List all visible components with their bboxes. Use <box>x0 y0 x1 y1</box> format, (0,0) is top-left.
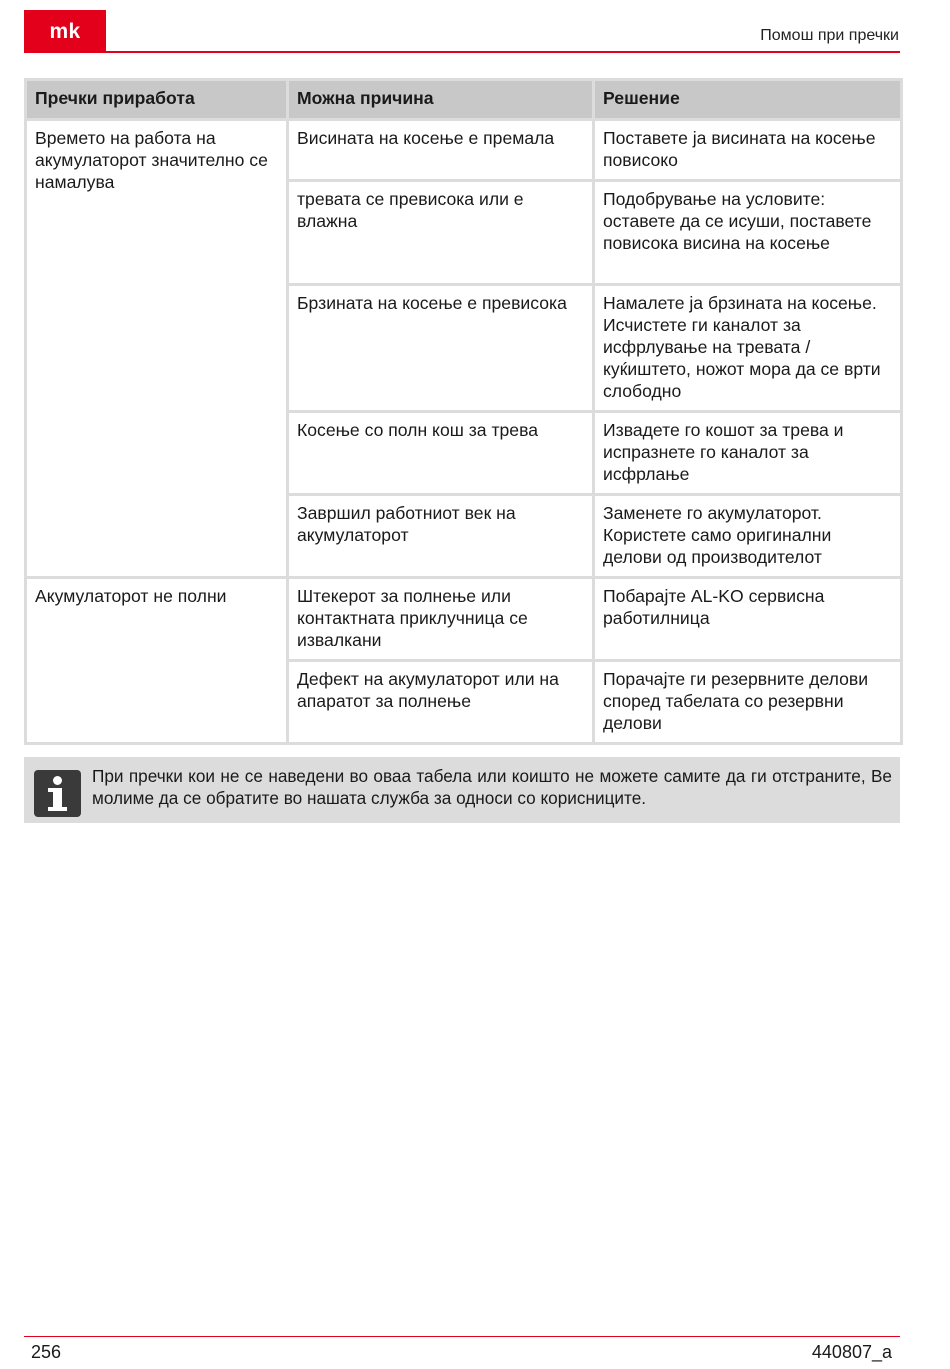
solution-cell: Подобрување на условите: оставете да се исуши, поставете повисока висина на косење <box>594 181 902 285</box>
solution-cell: Заменете го акумулаторот. Користете само оригинални делови од производителот <box>594 495 902 578</box>
header-divider <box>24 51 900 53</box>
info-icon <box>34 770 81 817</box>
info-text: При пречки кои не се наведени во оваа табела или коишто не можете самите да ги отстраните, Ве молиме да се обратите во нашата служба за односи со корисниците. <box>92 766 892 808</box>
language-badge: mk <box>24 10 106 53</box>
section-title: Помош при пречки <box>760 27 899 44</box>
table-row <box>26 578 902 661</box>
info-note <box>24 757 900 823</box>
document-id: 440807_a <box>811 1342 892 1362</box>
footer-divider <box>24 1336 900 1337</box>
column-header-solution: Решение <box>594 80 902 120</box>
solution-cell: Побарајте AL-KO сервисна работилница <box>594 578 902 661</box>
troubleshooting-table <box>24 78 903 745</box>
problem-cell: Акумулаторот не полни <box>26 578 288 744</box>
cause-cell: тревата се превисока или е влажна <box>288 181 594 285</box>
table-row <box>26 120 902 181</box>
cause-cell: Завршил работниот век на акумулаторот <box>288 495 594 578</box>
problem-cell: Времето на работа на акумулаторот значително се намалува <box>26 120 288 578</box>
solution-cell: Поставете ја висината на косење повисоко <box>594 120 902 181</box>
column-header-cause: Можна причина <box>288 80 594 120</box>
solution-cell: Порачајте ги резервните делови според табелата со резервни делови <box>594 661 902 744</box>
cause-cell: Косење со полн кош за трева <box>288 412 594 495</box>
column-header-problem: Пречки приработа <box>26 80 288 120</box>
table-header-row <box>26 80 902 120</box>
cause-cell: Штекерот за полнење или контактната приклучница се извалкани <box>288 578 594 661</box>
page-number: 256 <box>31 1342 62 1362</box>
cause-cell: Висината на косење е премала <box>288 120 594 181</box>
solution-cell: Извадете го кошот за трева и испразнете го каналот за исфрлање <box>594 412 902 495</box>
cause-cell: Дефект на акумулаторот или на апаратот за полнење <box>288 661 594 744</box>
cause-cell: Брзината на косење е превисока <box>288 285 594 412</box>
solution-cell: Намалете ја брзината на косење. Исчистете ги каналот за исфрлување на тревата / куќиштето, ножот мора да се врти слободно <box>594 285 902 412</box>
